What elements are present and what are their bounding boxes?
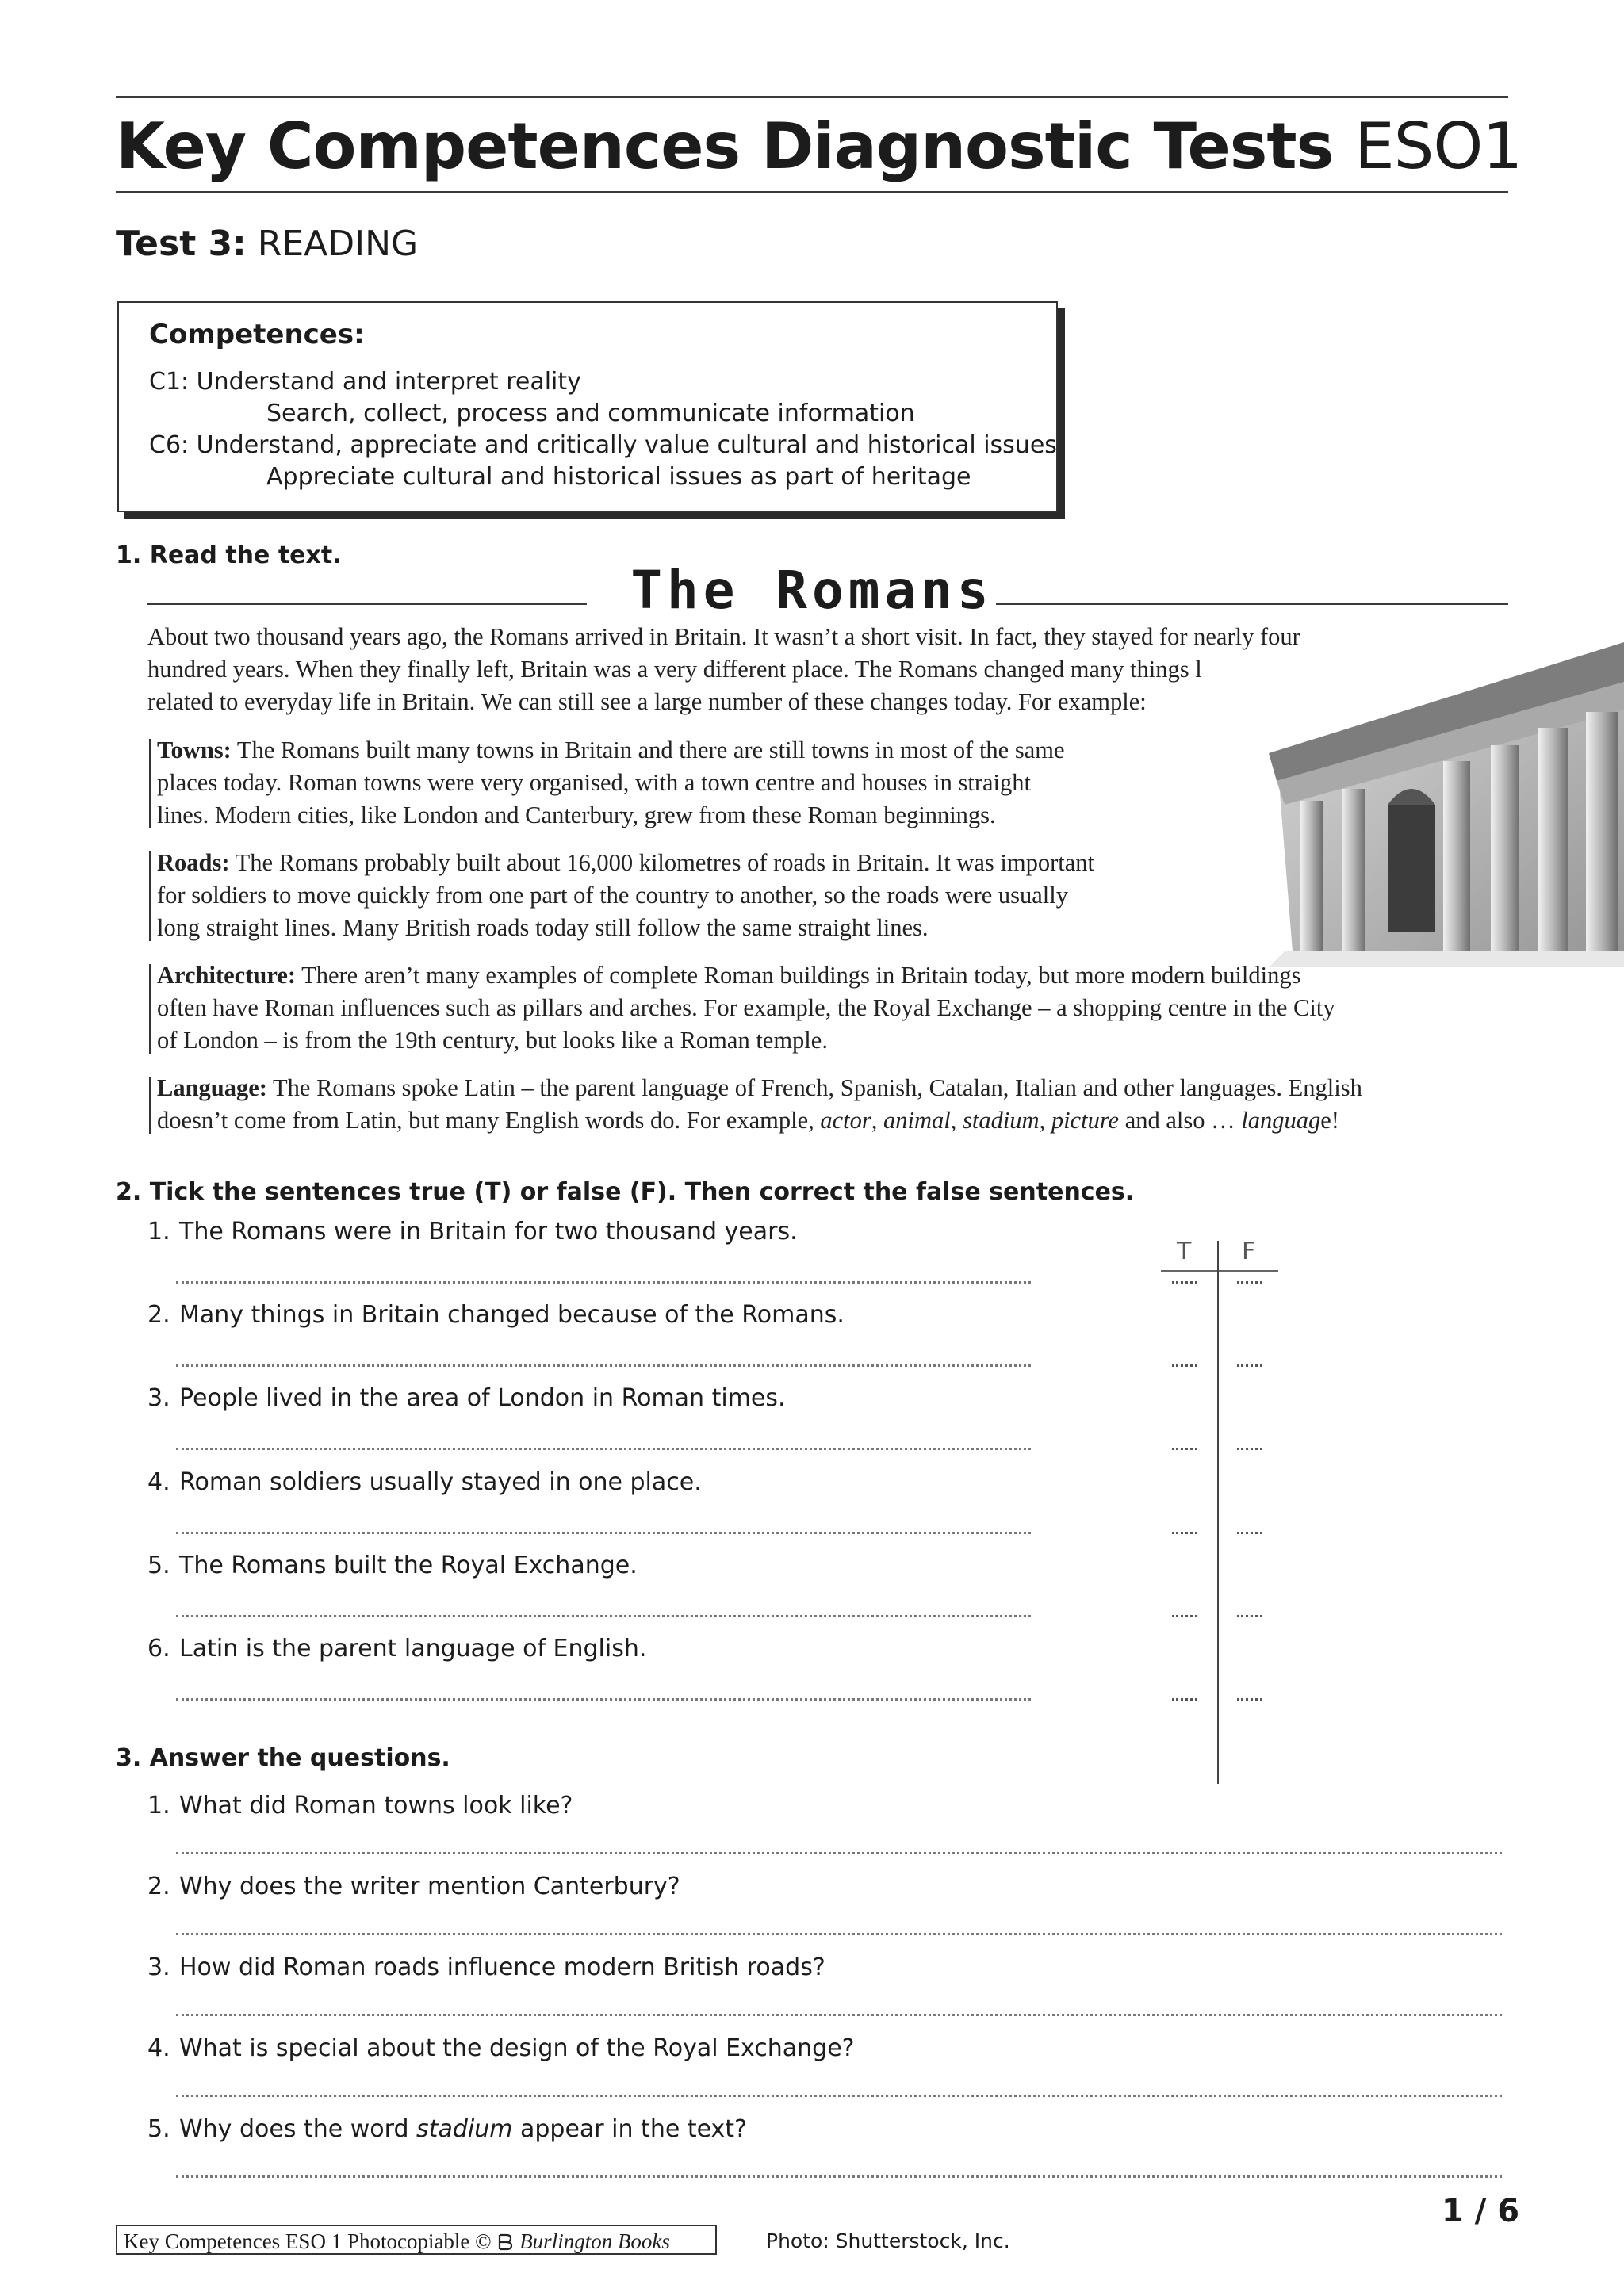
architecture-bar xyxy=(149,964,151,1054)
true-column-header: T xyxy=(1177,1238,1192,1265)
correction-answer-line[interactable] xyxy=(176,1698,1031,1701)
title-underline xyxy=(116,191,1508,193)
false-tick-box[interactable] xyxy=(1237,1364,1262,1367)
question: 1. What did Roman towns look like? xyxy=(147,1792,573,1820)
question: 4. What is special about the design of the Royal Exchange? xyxy=(147,2034,855,2062)
roads-line: Roads: The Romans probably built about 16,000 kilometres of roads in Britain. It was important xyxy=(157,849,1095,876)
top-rule xyxy=(116,96,1508,98)
correction-answer-line[interactable] xyxy=(176,1364,1031,1367)
section-2-heading: 2. Tick the sentences true (T) or false (F). Then correct the false sentences. xyxy=(116,1178,1135,1206)
correction-answer-line[interactable] xyxy=(176,1532,1031,1534)
architecture-label: Architecture: xyxy=(157,962,297,989)
false-column-header: F xyxy=(1242,1238,1256,1265)
page-number: 1 / 6 xyxy=(1442,2193,1520,2229)
competences-box xyxy=(117,301,1058,512)
test-name: READING xyxy=(257,224,419,264)
false-tick-box[interactable] xyxy=(1237,1615,1262,1617)
correction-answer-line[interactable] xyxy=(176,1448,1031,1450)
answer-line[interactable] xyxy=(176,1852,1502,1854)
section-3-heading: 3. Answer the questions. xyxy=(116,1744,450,1772)
false-tick-box[interactable] xyxy=(1237,1448,1262,1450)
towns-line: Towns: The Romans built many towns in Britain and there are still towns in most of the same xyxy=(157,737,1065,763)
architecture-line: Architecture: There aren’t many examples of complete Roman buildings in Britain today, but more modern buildings xyxy=(157,962,1301,989)
roads-line: long straight lines. Many British roads today still follow the same straight lines. xyxy=(157,914,929,941)
competence-line: C6: Understand, appreciate and critically value cultural and historical issues xyxy=(149,431,1057,459)
roads-label: Roads: xyxy=(157,849,230,876)
true-tick-box[interactable] xyxy=(1172,1532,1197,1534)
answer-line[interactable] xyxy=(176,2095,1502,2097)
true-tick-box[interactable] xyxy=(1172,1281,1197,1284)
answer-line[interactable] xyxy=(176,2175,1502,2178)
intro-line: related to everyday life in Britain. We can still see a large number of these changes today. For example: xyxy=(147,688,1147,715)
roads-line: for soldiers to move quickly from one part of the country to another, so the roads were usually xyxy=(157,882,1069,909)
tf-header-rule xyxy=(1161,1270,1278,1272)
reading-text-title: The Romans xyxy=(630,560,994,621)
question: 3. How did Roman roads influence modern British roads? xyxy=(147,1954,825,1981)
answer-line[interactable] xyxy=(176,1933,1502,1935)
tf-statement: 4. Roman soldiers usually stayed in one place. xyxy=(147,1468,702,1496)
false-tick-box[interactable] xyxy=(1237,1532,1262,1534)
correction-answer-line[interactable] xyxy=(176,1615,1031,1617)
language-line: doesn’t come from Latin, but many English words do. For example, actor, animal, stadium, picture and also … language! xyxy=(157,1107,1339,1134)
royal-exchange-photo xyxy=(1269,634,1624,967)
towns-bar xyxy=(149,739,151,828)
tf-statement: 2. Many things in Britain changed because of the Romans. xyxy=(147,1301,845,1329)
correction-answer-line[interactable] xyxy=(176,1281,1031,1284)
photo-credit: Photo: Shutterstock, Inc. xyxy=(766,2229,1010,2252)
towns-label: Towns: xyxy=(157,737,232,763)
test-label: Test 3: xyxy=(116,224,247,264)
tf-statement: 3. People lived in the area of London in Roman times. xyxy=(147,1384,786,1412)
question: 2. Why does the writer mention Canterbury? xyxy=(147,1873,680,1900)
language-line: Language: The Romans spoke Latin – the parent language of French, Spanish, Catalan, Italian and other languages. English xyxy=(157,1074,1362,1101)
question: 5. Why does the word stadium appear in the text? xyxy=(147,2115,747,2143)
true-tick-box[interactable] xyxy=(1172,1615,1197,1617)
competence-line: C1: Understand and interpret reality xyxy=(149,368,581,396)
document-title xyxy=(116,109,1522,183)
footer-copyright: Key Competences ESO 1 Photocopiable © Burlington Books xyxy=(116,2225,717,2255)
architecture-line: of London – is from the 19th century, but looks like a Roman temple. xyxy=(157,1027,828,1054)
language-label: Language: xyxy=(157,1074,267,1101)
false-tick-box[interactable] xyxy=(1237,1281,1262,1284)
true-tick-box[interactable] xyxy=(1172,1448,1197,1450)
title-rule-right xyxy=(996,603,1508,605)
language-bar xyxy=(149,1077,151,1134)
intro-line: hundred years. When they finally left, Britain was a very different place. The Romans changed many things l xyxy=(147,656,1202,683)
intro-line: About two thousand years ago, the Romans arrived in Britain. It wasn’t a short visit. In fact, they stayed for nearly four xyxy=(147,623,1300,650)
roads-bar xyxy=(149,851,151,941)
competence-line: Appreciate cultural and historical issues as part of heritage xyxy=(266,463,971,491)
towns-line: lines. Modern cities, like London and Canterbury, grew from these Roman beginnings. xyxy=(157,802,996,828)
architecture-line: often have Roman influences such as pillars and arches. For example, the Royal Exchange – a shopping centre in the City xyxy=(157,994,1335,1021)
section-1-heading: 1. Read the text. xyxy=(116,541,342,569)
competence-line: Search, collect, process and communicate information xyxy=(266,400,915,427)
true-tick-box[interactable] xyxy=(1172,1364,1197,1367)
document-title-level: ESO1 xyxy=(1354,109,1522,183)
test-heading xyxy=(116,224,418,264)
true-tick-box[interactable] xyxy=(1172,1698,1197,1701)
tf-statement: 6. Latin is the parent language of English. xyxy=(147,1635,647,1663)
tf-divider xyxy=(1217,1241,1219,1784)
competences-title: Competences: xyxy=(149,319,365,350)
tf-statement: 5. The Romans built the Royal Exchange. xyxy=(147,1552,638,1579)
document-title-main: Key Competences Diagnostic Tests xyxy=(116,109,1334,183)
tf-statement: 1. The Romans were in Britain for two thousand years. xyxy=(147,1218,798,1246)
burlington-logo-icon xyxy=(496,2233,514,2251)
publisher-name: Burlington Books xyxy=(519,2229,670,2253)
towns-line: places today. Roman towns were very organised, with a town centre and houses in straight xyxy=(157,769,1031,796)
answer-line[interactable] xyxy=(176,2014,1502,2016)
false-tick-box[interactable] xyxy=(1237,1698,1262,1701)
